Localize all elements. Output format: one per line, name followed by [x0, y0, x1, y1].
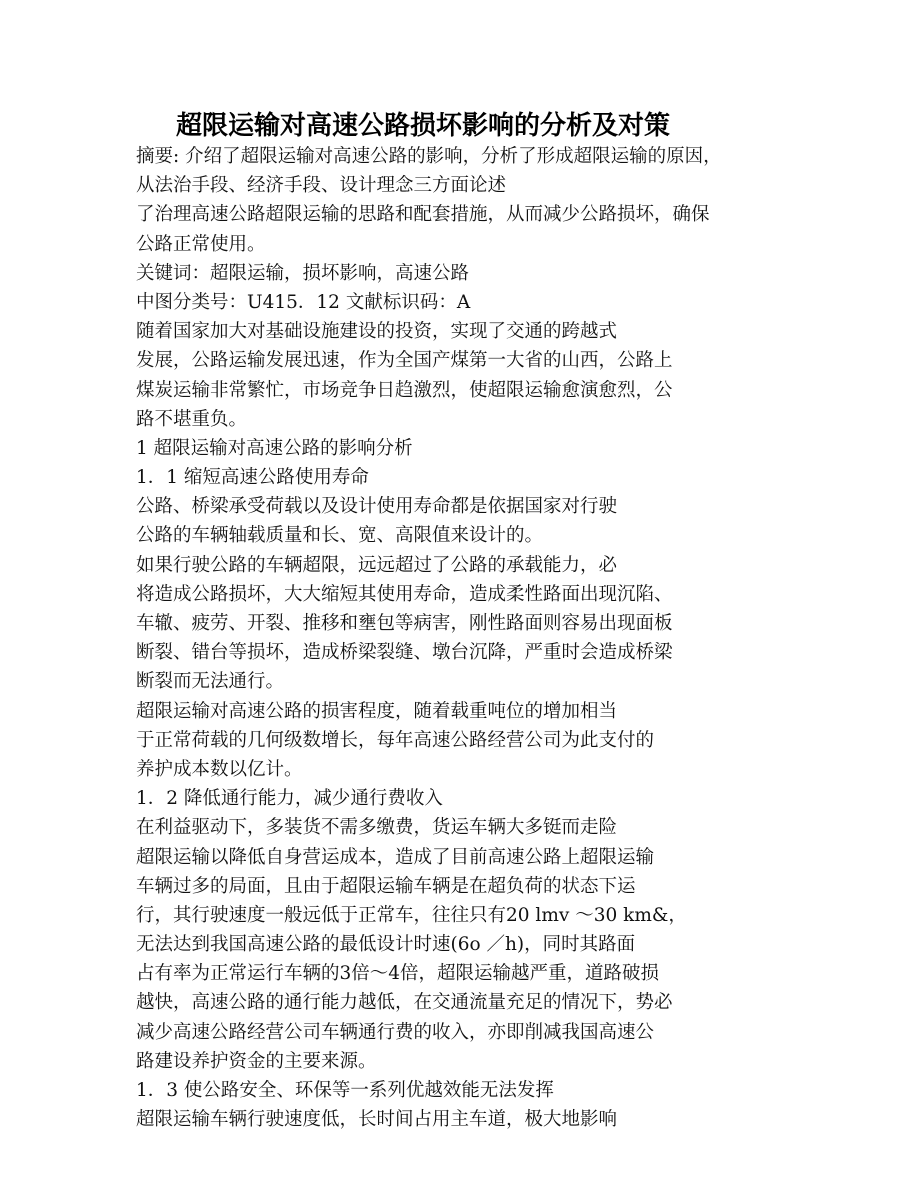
subsection-heading: 1．1 缩短高速公路使用寿命 [136, 467, 369, 489]
text-line: 关键词：超限运输，损坏影响，高速公路 [136, 262, 470, 284]
text-line: 车辙、疲劳、开裂、推移和壅包等病害，刚性路面则容易出现面板 [136, 613, 673, 634]
text-line: 中图分类号：U415．12 文献标识码：A [136, 291, 471, 313]
text-line: 于正常荷载的几何级数增长，每年高速公路经营公司为此支付的 [136, 729, 655, 751]
text-line: 将造成公路损坏，大大缩短其使用寿命，造成柔性路面出现沉陷、 [136, 583, 673, 605]
text-line: 公路、桥梁承受荷载以及设计使用寿命都是依据国家对行驶 [136, 496, 618, 518]
subsection-heading: 1．2 降低通行能力，减少通行费收入 [136, 788, 443, 810]
text-line: 煤炭运输非常繁忙，市场竞争日趋激烈，使超限运输愈演愈烈，公 [136, 379, 673, 401]
text-line: 超限运输对高速公路的损害程度，随着载重吨位的增加相当 [136, 700, 618, 722]
text-line: 断裂而无法通行。 [136, 671, 285, 693]
section-heading: 1 超限运输对高速公路的影响分析 [136, 437, 413, 459]
text-line: 从法治手段、经济手段、设计理念三方面论述 [136, 175, 507, 197]
text-line: 如果行驶公路的车辆超限，远远超过了公路的承载能力，必 [136, 554, 618, 576]
text-line: 超限运输以降低自身营运成本，造成了目前高速公路上超限运输 [136, 846, 655, 868]
text-line: 发展，公路运输发展迅速，作为全国产煤第一大省的山西，公路上 [136, 350, 673, 372]
text-line: 路不堪重负。 [136, 408, 248, 430]
text-line: 行，其行驶速度一般远低于正常车，往往只有20 lmv ～30 km&， [136, 904, 687, 926]
text-line: 无法达到我国高速公路的最低设计时速(6o ／h)，同时其路面 [136, 934, 636, 956]
text-line: 路建设养护资金的主要来源。 [136, 1050, 377, 1072]
text-line: 随着国家加大对基础设施建设的投资，实现了交通的跨越式 [136, 321, 618, 343]
text-line: 超限运输车辆行驶速度低，长时间占用主车道，极大地影响 [136, 1109, 618, 1131]
subsection-heading: 1．3 使公路安全、环保等一系列优越效能无法发挥 [136, 1080, 554, 1101]
document-title: 超限运输对高速公路损坏影响的分析及对策 [176, 111, 671, 141]
text-line: 占有率为正常运行车辆的3倍～4倍，超限运输越严重，道路破损 [136, 963, 660, 985]
text-line: 越快，高速公路的通行能力越低，在交通流量充足的情况下，势必 [136, 992, 673, 1014]
text-line: 车辆过多的局面，且由于超限运输车辆是在超负荷的状态下运 [136, 875, 636, 897]
text-line: 在利益驱动下，多装货不需多缴费，货运车辆大多铤而走险 [136, 817, 618, 839]
text-line: 减少高速公路经营公司车辆通行费的收入，亦即削减我国高速公 [136, 1021, 655, 1043]
document-body [136, 142, 896, 1134]
text-line: 了治理高速公路超限运输的思路和配套措施，从而减少公路损坏，确保 [136, 204, 710, 226]
text-line: 摘要: 介绍了超限运输对高速公路的影响，分析了形成超限运输的原因， [136, 146, 722, 167]
text-line: 公路的车辆轴载质量和长、宽、高限值来设计的。 [136, 525, 544, 547]
text-line: 养护成本数以亿计。 [136, 758, 303, 780]
text-line: 断裂、错台等损坏，造成桥梁裂缝、墩台沉降，严重时会造成桥梁 [136, 642, 673, 664]
text-line: 公路正常使用。 [136, 233, 266, 255]
